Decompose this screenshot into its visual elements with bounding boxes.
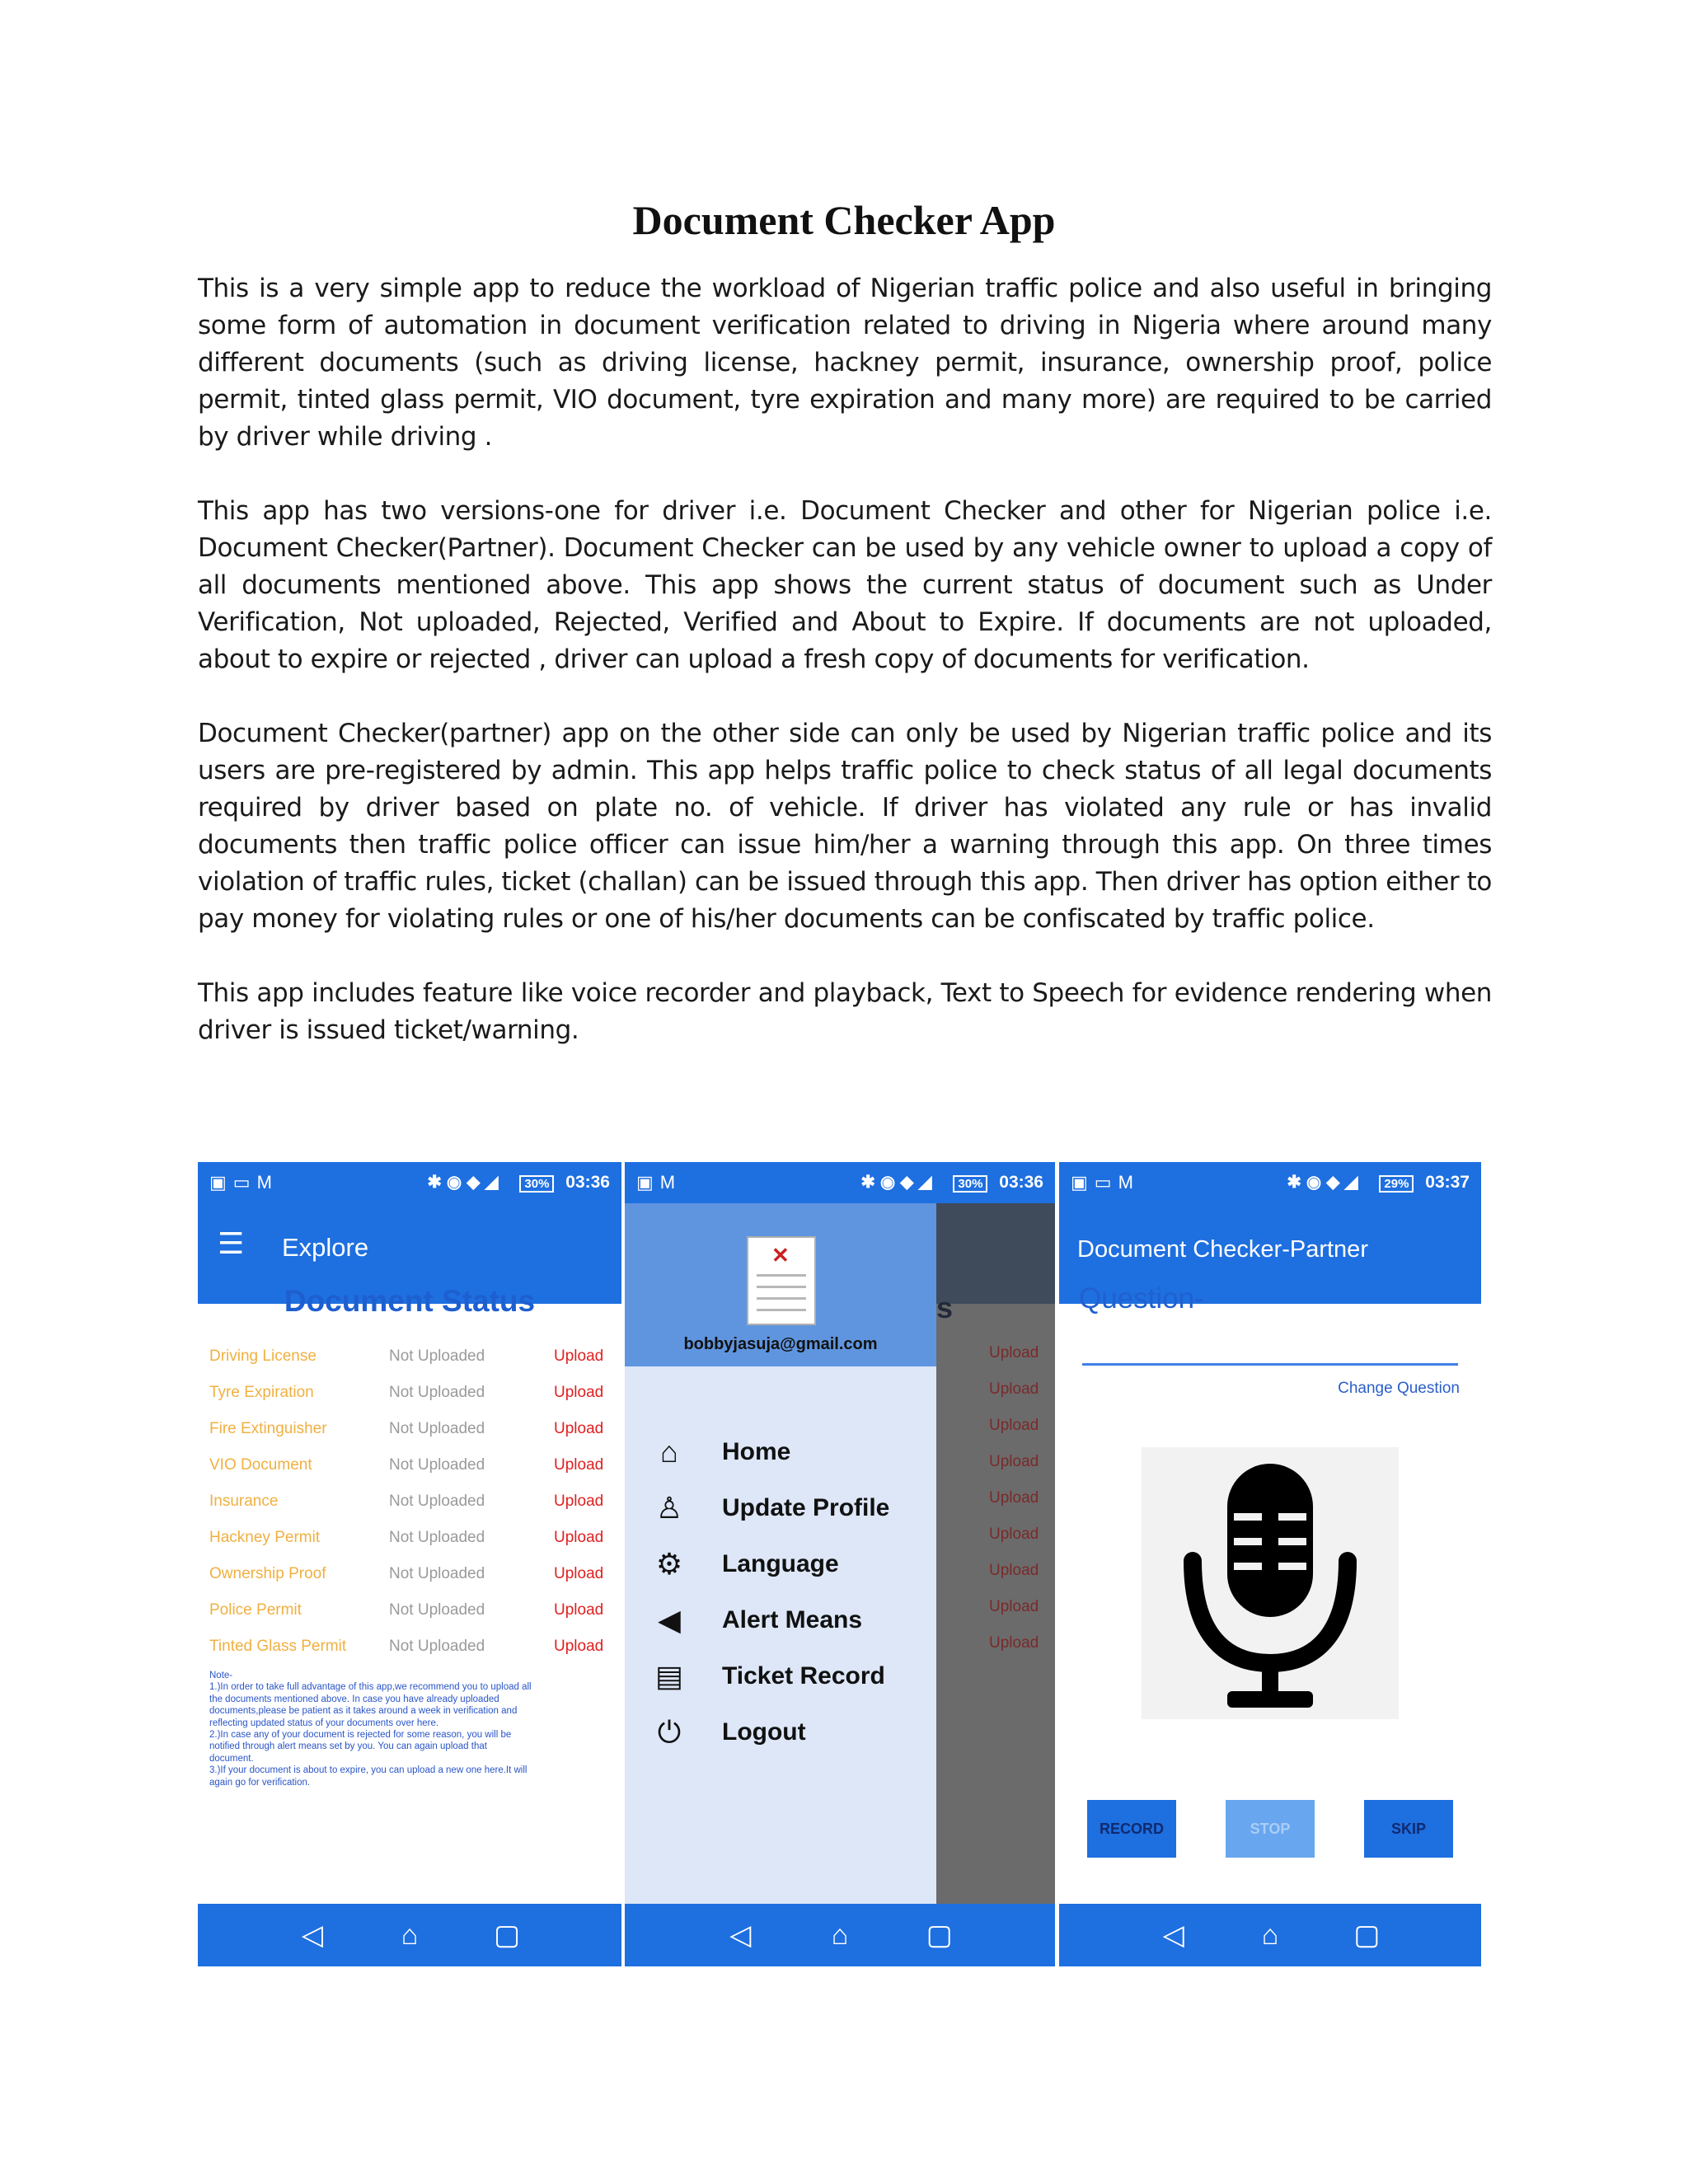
app-bar-title: Document Checker-Partner <box>1077 1236 1368 1263</box>
dimmed-upload: Upload <box>989 1344 1039 1361</box>
paragraph-features: This app includes feature like voice recorder and playback, Text to Speech for evidence rendering when driver is issued ticket/warning. <box>198 978 1492 1045</box>
dimmed-upload: Upload <box>989 1380 1039 1398</box>
upload-link[interactable]: Upload <box>554 1347 604 1365</box>
app-bar-title: Explore <box>282 1233 369 1262</box>
document-name: VIO Document <box>209 1456 312 1474</box>
document-name: Driving License <box>209 1347 316 1365</box>
status-bar <box>1059 1162 1481 1203</box>
dimmed-upload: Upload <box>989 1453 1039 1470</box>
back-icon[interactable]: ◁ <box>729 1919 752 1951</box>
note-line: 2.)In case any of your document is rejected for some reason, you will be <box>209 1730 512 1741</box>
drawer-item-language[interactable] <box>625 1536 936 1592</box>
document-name: Police Permit <box>209 1601 302 1619</box>
document-status-list <box>209 1338 612 1665</box>
note-line: documents,please be patient as it takes around a week in verification and <box>209 1706 518 1717</box>
document-state: Not Uploaded <box>389 1420 485 1437</box>
table-row <box>209 1483 612 1520</box>
battery-indicator: 29% <box>1379 1175 1414 1193</box>
notification-icons: ▣▭M <box>209 1172 279 1193</box>
gear-icon: ⚙ <box>655 1547 683 1581</box>
status-bar <box>198 1162 621 1203</box>
document-name: Tinted Glass Permit <box>209 1638 347 1655</box>
note-line: reflecting updated status of your documents over here. <box>209 1718 439 1728</box>
microphone-graphic <box>1142 1447 1399 1719</box>
signal-icon: ✱◉◆◢ <box>427 1173 504 1192</box>
microphone-icon[interactable] <box>1142 1447 1399 1719</box>
document-name: Hackney Permit <box>209 1529 321 1546</box>
table-row <box>209 1592 612 1629</box>
android-nav-bar <box>625 1904 1055 1966</box>
recorder-controls <box>1087 1800 1453 1858</box>
paragraph-intro: This is a very simple app to reduce the workload of Nigerian traffic police and also useful in bringing some form of automation in document verification related to driving in Nigeria where around many different documents (such as driving license, hackney permit, insurance, ownership proof, police permit, tinted glass permit, VIO document, tyre expiration and many more) are required to be carried by driver while driving . <box>198 274 1492 452</box>
document-state: Not Uploaded <box>389 1347 485 1365</box>
signal-icon: ✱◉◆◢ <box>860 1173 937 1192</box>
home-icon: ⌂ <box>660 1435 678 1469</box>
upload-link[interactable]: Upload <box>554 1493 604 1510</box>
screenshot-partner-recorder <box>1059 1162 1481 1966</box>
clock: 03:36 <box>565 1173 610 1192</box>
drawer-item-update-profile[interactable] <box>625 1480 936 1536</box>
document-state: Not Uploaded <box>389 1493 485 1510</box>
document-title: Document Checker App <box>632 197 1056 243</box>
upload-link[interactable]: Upload <box>554 1384 604 1401</box>
power-icon: ⏻ <box>657 1714 682 1749</box>
dimmed-upload-column <box>989 1335 1055 1661</box>
user-email: bobbyjasuja@gmail.com <box>683 1335 878 1353</box>
stop-button[interactable]: STOP <box>1226 1800 1315 1858</box>
document-state: Not Uploaded <box>389 1565 485 1582</box>
document-name: Insurance <box>209 1493 279 1510</box>
drawer-item-label: Home <box>722 1438 791 1465</box>
skip-button[interactable]: SKIP <box>1364 1800 1453 1858</box>
android-nav-bar <box>198 1904 621 1966</box>
drawer-item-label: Language <box>722 1550 839 1577</box>
home-nav-icon[interactable]: ⌂ <box>831 1919 849 1951</box>
app-logo-icon: ✕ <box>747 1236 816 1325</box>
battery-indicator: 30% <box>519 1175 554 1193</box>
dimmed-heading-fragment: s <box>936 1291 954 1324</box>
note-line: Note- <box>209 1671 233 1680</box>
question-label: Question- <box>1079 1282 1204 1315</box>
document-state: Not Uploaded <box>389 1601 485 1619</box>
table-row <box>209 1556 612 1592</box>
upload-link[interactable]: Upload <box>554 1420 604 1437</box>
table-row <box>209 1629 612 1665</box>
signal-icon: ✱◉◆◢ <box>1287 1173 1363 1192</box>
table-row <box>209 1411 612 1447</box>
note-line: the documents mentioned above. In case you have already uploaded <box>209 1694 499 1704</box>
document-name: Ownership Proof <box>209 1565 326 1582</box>
android-nav-bar <box>1059 1904 1481 1966</box>
paragraph-partner: Document Checker(partner) app on the other side can only be used by Nigerian traffic police and its users are pre-registered by admin. This app helps traffic police to check status of all legal documents required by driver based on plate no. of vehicle. If driver has violated any rule or has invalid documents then traffic police officer can issue him/her a warning through this app. On three times violation of traffic rules, ticket (challan) can be issued through this app. Then driver has option either to pay money for violating rules or one of his/her documents can be confiscated by traffic police. <box>198 719 1492 934</box>
note-line: notified through alert means set by you. You can again upload that <box>209 1741 487 1752</box>
dimmed-upload: Upload <box>989 1526 1039 1543</box>
table-row <box>209 1375 612 1411</box>
drawer-item-label: Ticket Record <box>722 1662 885 1690</box>
back-icon[interactable]: ◁ <box>301 1919 324 1951</box>
dimmed-upload: Upload <box>989 1489 1039 1507</box>
record-button[interactable]: RECORD <box>1087 1800 1176 1858</box>
recents-icon[interactable]: ▢ <box>493 1919 521 1951</box>
drawer-item-alert-means[interactable] <box>625 1592 936 1648</box>
table-row <box>209 1447 612 1483</box>
question-underline <box>1082 1363 1458 1366</box>
note-line: again go for verification. <box>209 1777 311 1788</box>
upload-link[interactable]: Upload <box>554 1456 604 1474</box>
status-bar <box>625 1162 1055 1203</box>
drawer-item-label: Update Profile <box>722 1494 890 1521</box>
dimmed-upload: Upload <box>989 1417 1039 1434</box>
back-icon[interactable]: ◁ <box>1162 1919 1184 1951</box>
home-nav-icon[interactable]: ⌂ <box>1261 1919 1279 1951</box>
document-state: Not Uploaded <box>389 1529 485 1546</box>
document-state: Not Uploaded <box>389 1456 485 1474</box>
upload-link[interactable]: Upload <box>554 1529 604 1546</box>
drawer-item-home[interactable] <box>625 1424 936 1480</box>
table-row <box>209 1520 612 1556</box>
clock: 03:36 <box>999 1173 1043 1192</box>
drawer-item-logout[interactable] <box>625 1704 936 1760</box>
clock: 03:37 <box>1425 1173 1470 1192</box>
recents-icon[interactable]: ▢ <box>1353 1919 1381 1951</box>
megaphone-icon: ◀ <box>658 1603 681 1637</box>
hamburger-menu-icon[interactable]: ☰ <box>218 1226 245 1260</box>
screenshot-document-status <box>198 1162 621 1966</box>
navigation-drawer <box>625 1203 936 1904</box>
battery-indicator: 30% <box>953 1175 987 1193</box>
document-state: Not Uploaded <box>389 1384 485 1401</box>
notification-icons: ▣▭M <box>1071 1172 1140 1193</box>
paragraph-versions: This app has two versions-one for driver i.e. Document Checker and other for Nigerian police i.e. Document Checker(Partner). Document Checker can be used by any vehicle owner to upload a copy of all documents mentioned above. This app shows the current status of document such as Under Verification, Not uploaded, Rejected, Verified and About to Expire. If documents are not uploaded, about to expire or rejected , driver can upload a fresh copy of documents for verification. <box>198 496 1492 674</box>
drawer-header <box>625 1203 936 1366</box>
notification-icons: ▣M <box>636 1172 682 1193</box>
document-name: Tyre Expiration <box>209 1384 314 1401</box>
recents-icon[interactable]: ▢ <box>926 1919 953 1951</box>
person-icon: ♙ <box>655 1491 683 1525</box>
home-nav-icon[interactable]: ⌂ <box>401 1919 419 1951</box>
document-name: Fire Extinguisher <box>209 1420 327 1437</box>
dimmed-upload: Upload <box>989 1634 1039 1652</box>
document-state: Not Uploaded <box>389 1638 485 1655</box>
table-row <box>209 1338 612 1375</box>
upload-link[interactable]: Upload <box>554 1638 604 1655</box>
drawer-item-ticket-record[interactable] <box>625 1648 936 1704</box>
drawer-item-label: Alert Means <box>722 1606 863 1633</box>
note-line: 1.)In order to take full advantage of this app,we recommend you to upload all <box>209 1682 532 1693</box>
note-line: document. <box>209 1753 254 1764</box>
document-status-heading: Document Status <box>284 1284 536 1318</box>
change-question-link[interactable]: Change Question <box>1338 1380 1460 1397</box>
upload-link[interactable]: Upload <box>554 1601 604 1619</box>
dimmed-upload: Upload <box>989 1598 1039 1615</box>
receipt-icon: ▤ <box>654 1659 683 1693</box>
drawer-menu <box>625 1424 936 1760</box>
dimmed-upload: Upload <box>989 1562 1039 1579</box>
drawer-item-label: Logout <box>722 1718 806 1746</box>
upload-link[interactable]: Upload <box>554 1565 604 1582</box>
note-text <box>209 1670 610 1788</box>
note-line: 3.)If your document is about to expire, you can upload a new one here.It will <box>209 1765 528 1776</box>
screenshot-navigation-drawer <box>625 1162 1055 1966</box>
